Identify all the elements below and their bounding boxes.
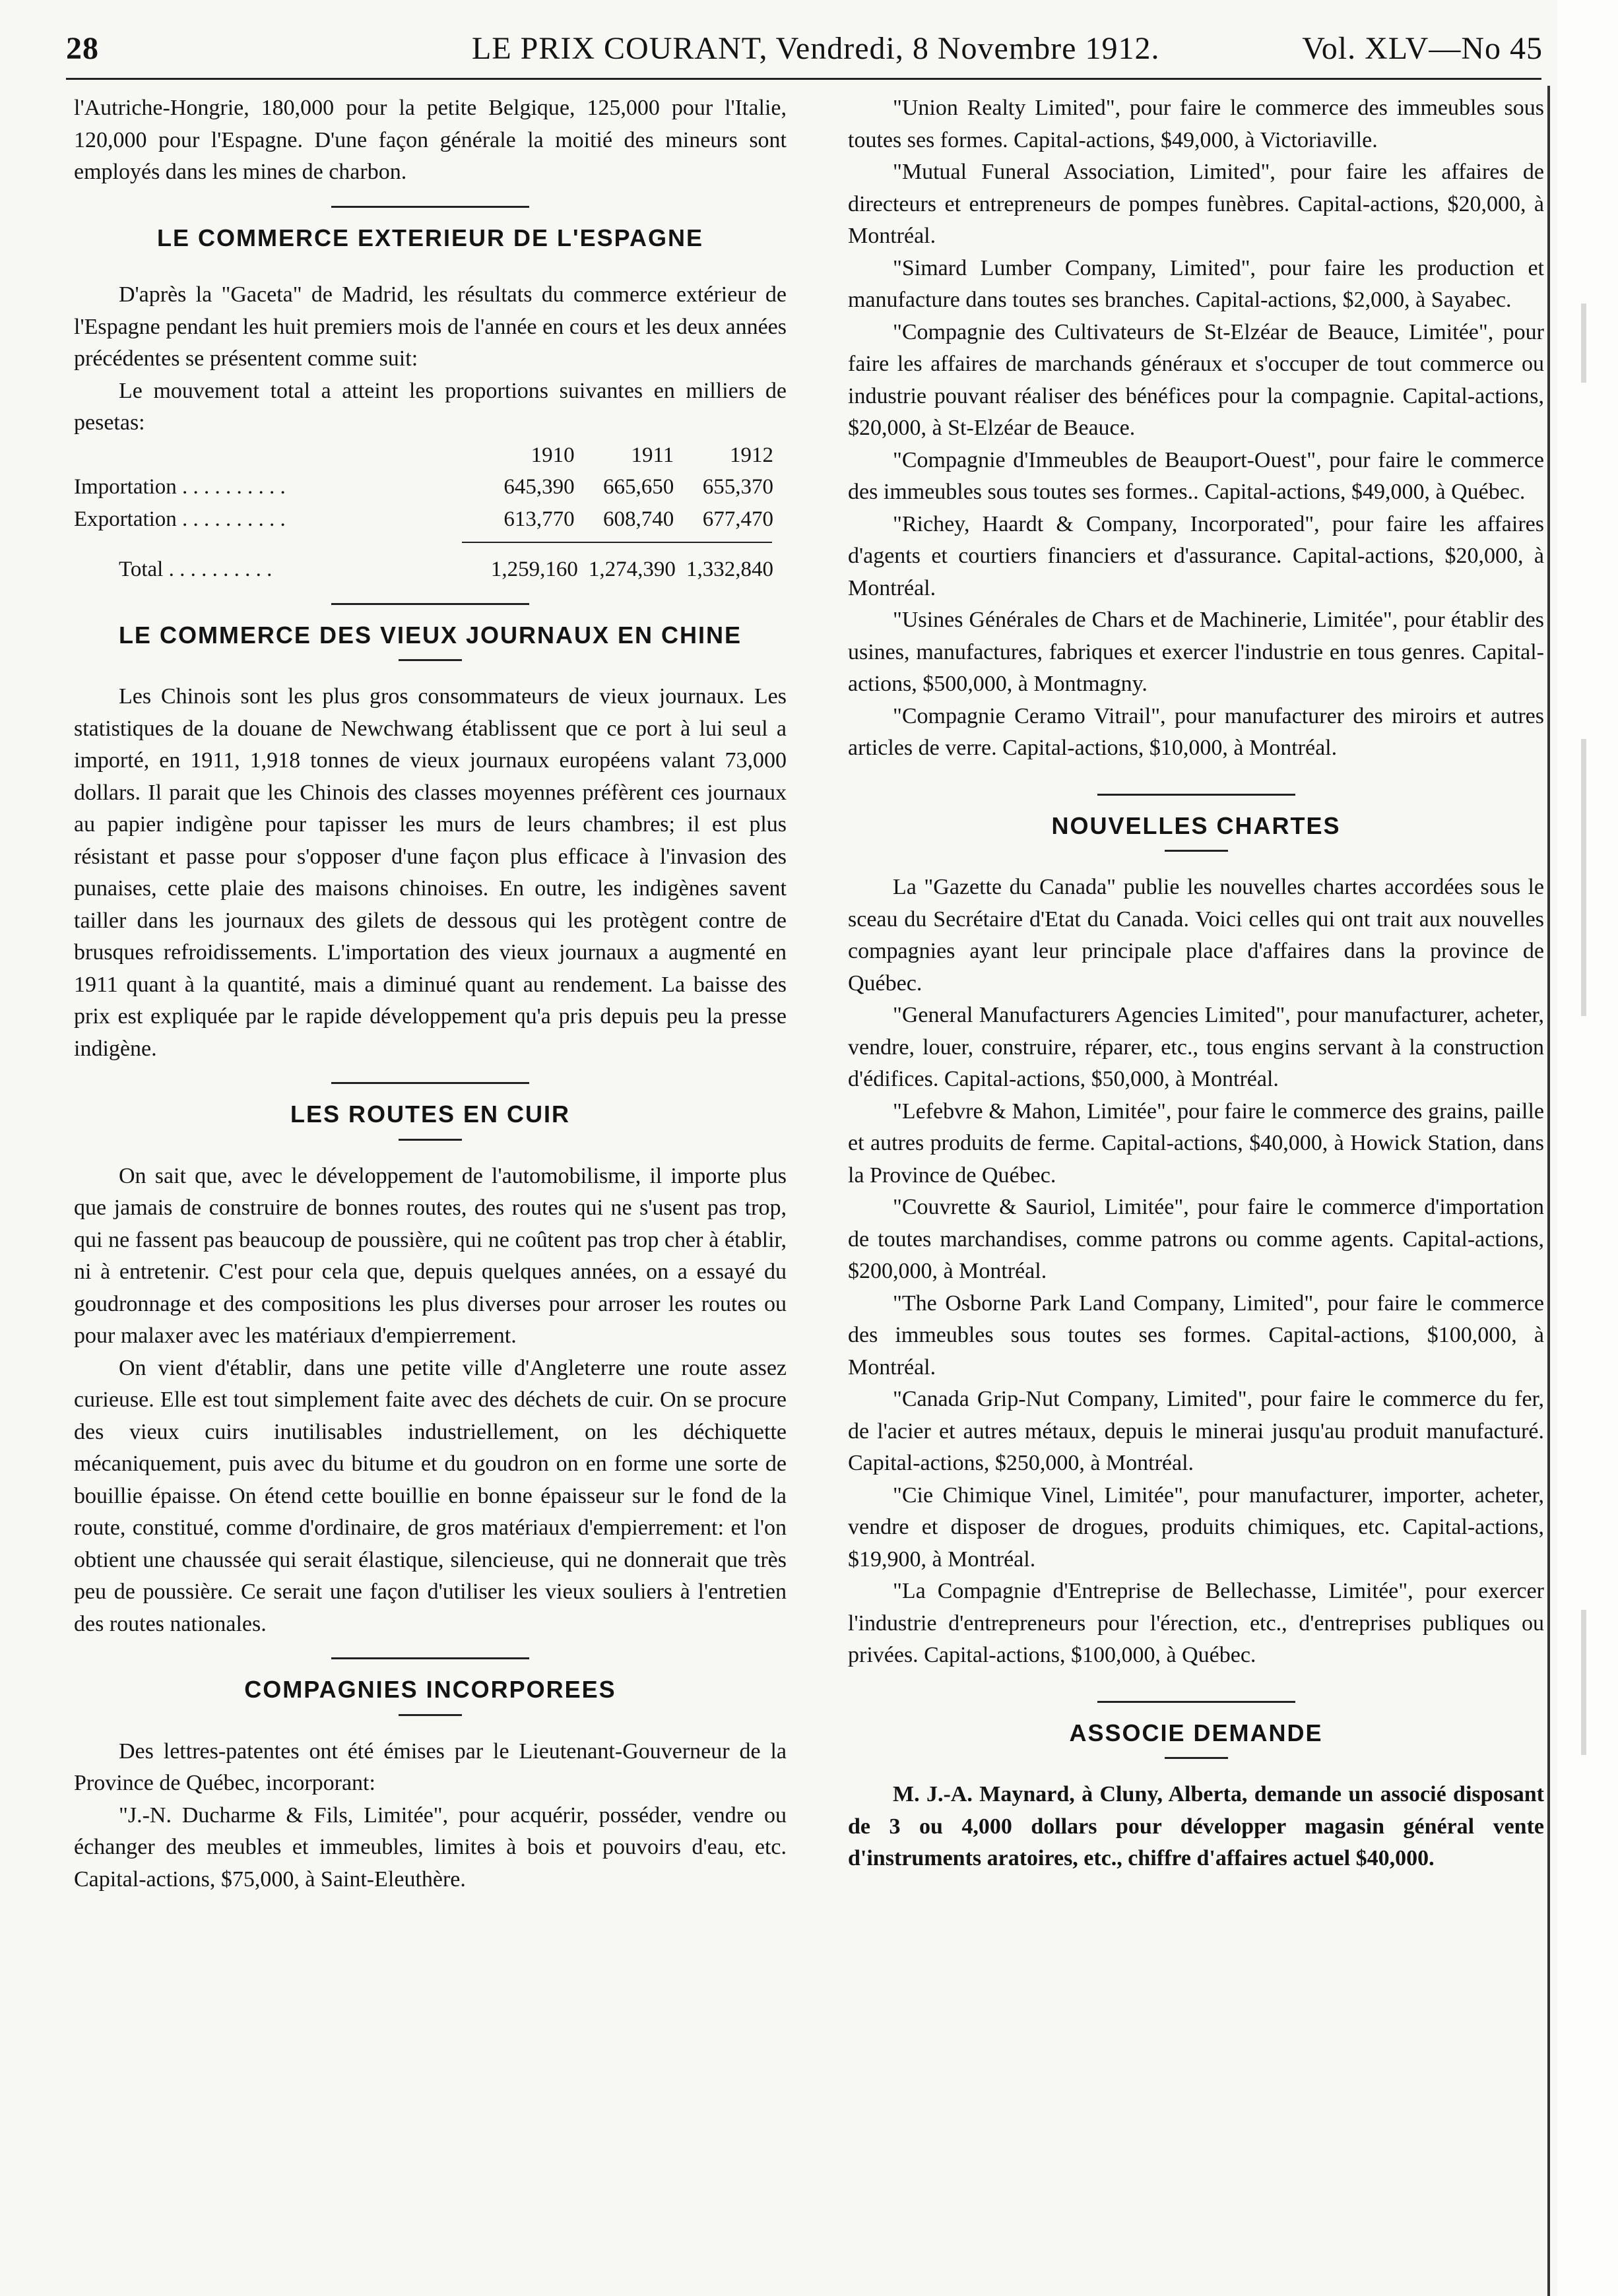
section-divider bbox=[1097, 1701, 1295, 1703]
cell-value: 1,259,160 bbox=[490, 558, 578, 581]
section-divider bbox=[331, 1082, 529, 1084]
trade-table bbox=[74, 439, 773, 536]
company-entry: "Compagnie Ceramo Vitrail", pour manufacturer des miroirs et autres articles de verre. Capital-actions, $10,000, à Montréal. bbox=[848, 703, 1544, 760]
company-entry: "Compagnie d'Immeubles de Beauport-Ouest", pour faire le commerce des immeubles sous toutes ses formes.. Capital-actions, $49,000, à Québec. bbox=[848, 447, 1544, 504]
facing-page-bleed bbox=[1557, 0, 1618, 2296]
section-heading-china: LE COMMERCE DES VIEUX JOURNAUX EN CHINE bbox=[118, 621, 742, 649]
company-entry: "Union Realty Limited", pour faire le commerce des immeubles sous toutes ses formes. Capital-actions, $49,000, à Victoriaville. bbox=[848, 96, 1544, 152]
charter-entry: "Cie Chimique Vinel, Limitée", pour manufacturer, importer, acheter, vendre et disposer de drogues, produits chimiques, etc. Capital-actions, $19,900, à Montréal. bbox=[848, 1483, 1544, 1572]
charter-entry: "General Manufacturers Agencies Limited", pour manufacturer, acheter, vendre, louer, construire, réparer, etc., tous engins servant à la construction d'édifices. Capital-actions, $50,000, à Montréal. bbox=[848, 1003, 1544, 1091]
page-edge-rule bbox=[1547, 86, 1550, 2296]
total-rule bbox=[462, 542, 772, 543]
cell-value: 665,650 bbox=[603, 475, 674, 499]
intro-paragraph: l'Autriche-Hongrie, 180,000 pour la petite Belgique, 125,000 pour l'Italie, 120,000 pour l'Espagne. D'une façon générale la moitié des mineurs sont employés dans les mines de charbon. bbox=[74, 96, 787, 184]
heading-underline bbox=[399, 1139, 462, 1141]
charter-entry: "Canada Grip-Nut Company, Limited", pour faire le commerce du fer, de l'acier et autres métaux, depuis le minerai jusqu'au produit manufacturé. Capital-actions, $250,000, à Montréal. bbox=[848, 1387, 1544, 1475]
row-label-total: Total . . . . . . . . . . bbox=[119, 558, 273, 581]
trade-table-years bbox=[74, 439, 773, 472]
page-header bbox=[66, 18, 1543, 91]
china-paragraph: Les Chinois sont les plus gros consommateurs de vieux journaux. Les statistiques de la douane de Newchwang établissent que ce port à lui seul a importé, en 1911, 1,918 tonnes de vieux journaux européens valant 73,000 dollars. Il parait que les Chinois des classes moyennes préfèrent ces journaux au papier indigène pour tapisser les murs de leurs chambres; il est plus résistant et passe pour s'opposer d'une façon plus efficace à l'invasion des punaises, cette plaie des maisons chinoises. En outre, les indigènes savent tailler dans les journaux des gilets de dessous qui les protègent contre de brusques refroidissements. L'importation des vieux journaux a augmenté en 1911 quant à la quantité, mais a diminué quant au rendement. La baisse des prix est expliquée par le rapide développement qu'a pris depuis peu la presse indigène. bbox=[74, 684, 787, 1061]
heading-underline bbox=[1165, 1757, 1228, 1759]
cell-value: 645,390 bbox=[503, 475, 575, 499]
section-heading-spain: LE COMMERCE EXTERIEUR DE L'ESPAGNE bbox=[157, 224, 703, 251]
table-row bbox=[74, 503, 773, 536]
year-1911: 1911 bbox=[631, 443, 674, 467]
section-heading-routes: LES ROUTES EN CUIR bbox=[290, 1100, 571, 1128]
company-entry: "Richey, Haardt & Company, Incorporated", pour faire les affaires d'agents et courtiers financiers et d'assurance. Capital-actions, $20,000, à Montréal. bbox=[848, 511, 1544, 600]
routes-paragraph-2: On vient d'établir, dans une petite ville d'Angleterre une route assez curieuse. Elle est tout simplement faite avec des déchets de cuir. On se procure des vieux cuirs inutilisables industriellement, on les déchiquette mécaniquement, puis avec du bitume et du goudron on en forme une sorte de bouillie épaisse. On étend cette bouillie en bonne épaisseur sur le fond de la route, constitué, comme d'ordinaire, de gros matériaux d'empierrement: et l'on obtient une chaussée qui serait élastique, silencieuse, qui ne donnerait que très peu de poussière. Ce serait une façon d'utiliser les vieux souliers à l'entretien des routes nationales. bbox=[74, 1355, 787, 1636]
page-number: 28 bbox=[66, 31, 99, 66]
compagnies-paragraph-2: "J.-N. Ducharme & Fils, Limitée", pour acquérir, posséder, vendre ou échanger des meubles et immeubles, limites à bois et pouvoirs d'eau, etc. Capital-actions, $75,000, à Saint-Eleuthère. bbox=[74, 1802, 787, 1892]
cell-value: 613,770 bbox=[503, 507, 575, 531]
charter-entry: "The Osborne Park Land Company, Limited", pour faire le commerce des immeubles sous toutes ses formes. Capital-actions, $100,000, à Montréal. bbox=[848, 1291, 1544, 1380]
routes-paragraph-1: On sait que, avec le développement de l'automobilisme, il importe plus que jamais de construire de bonnes routes, des routes qui ne s'usent pas trop, qui ne fassent pas beaucoup de poussière, qui ne coûtent pas trop cher à établir, ni à entretenir. C'est pour cela que, depuis quelques années, on a essayé du goudronnage et des compositions les plus diverses pour arroser les routes ou pour malaxer avec les matériaux d'empierrement. bbox=[74, 1163, 787, 1348]
company-entry: "Mutual Funeral Association, Limited", pour faire les affaires de directeurs et entrepreneurs de pompes funèbres. Capital-actions, $20,000, à Montréal. bbox=[848, 160, 1544, 248]
row-label: Exportation . . . . . . . . . . bbox=[74, 507, 286, 531]
section-heading-associe: ASSOCIE DEMANDE bbox=[1069, 1719, 1323, 1746]
compagnies-paragraph-1: Des lettres-patentes ont été émises par le Lieutenant-Gouverneur de la Province de Québec, incorporant: bbox=[74, 1738, 787, 1795]
charter-entry: "Couvrette & Sauriol, Limitée", pour faire le commerce d'importation de toutes marchandises, comme patrons ou comme agents. Capital-actions, $200,000, à Montréal. bbox=[848, 1195, 1544, 1283]
company-entry: "Usines Générales de Chars et de Machinerie, Limitée", pour établir des usines, manufactures, fabriques et exercer l'industrie en tous genres. Capital-actions, $500,000, à Montmagny. bbox=[848, 608, 1544, 696]
cell-value: 677,470 bbox=[702, 507, 773, 531]
company-entry: "Compagnie des Cultivateurs de St-Elzéar de Beauce, Limitée", pour faire les affaires de marchands généraux et s'occuper de tout commerce ou industrie pouvant réaliser des bénéfices pour la compagnie. Capital-actions, $20,000, à St-Elzéar de Beauce. bbox=[848, 319, 1544, 440]
table-row bbox=[74, 471, 773, 503]
heading-underline bbox=[1165, 850, 1228, 852]
right-column bbox=[848, 92, 1544, 1875]
header-rule bbox=[66, 78, 1541, 80]
associe-paragraph: M. J.-A. Maynard, à Cluny, Alberta, demande un associé disposant de 3 ou 4,000 dollars pour développer magasin général vente d'instruments aratoires, etc., chiffre d'affaires actuel $40,000. bbox=[848, 1782, 1544, 1870]
volume-number: Vol. XLV—No 45 bbox=[1302, 31, 1543, 66]
section-divider bbox=[331, 206, 529, 208]
table-row-total bbox=[74, 554, 773, 586]
spain-paragraph-1: D'après la "Gaceta" de Madrid, les résultats du commerce extérieur de l'Espagne pendant les huit premiers mois de l'année en cours et les deux années précédentes se présentent comme suit: bbox=[74, 282, 787, 371]
charter-entry: "Lefebvre & Mahon, Limitée", pour faire le commerce des grains, paille et autres produits de ferme. Capital-actions, $40,000, à Howick Station, dans la Province de Québec. bbox=[848, 1099, 1544, 1188]
newspaper-title: LE PRIX COURANT, Vendredi, 8 Novembre 1912. bbox=[472, 31, 1160, 66]
left-column bbox=[74, 92, 787, 1896]
row-label: Importation . . . . . . . . . . bbox=[74, 475, 286, 499]
heading-underline bbox=[399, 1714, 462, 1716]
company-entry: "Simard Lumber Company, Limited", pour faire les production et manufacture dans toutes ses branches. Capital-actions, $2,000, à Sayabec. bbox=[848, 255, 1544, 312]
section-divider bbox=[331, 1657, 529, 1659]
cell-value: 1,274,390 bbox=[588, 558, 676, 581]
year-1910: 1910 bbox=[531, 443, 575, 467]
ghost-text bbox=[1581, 303, 1586, 383]
trade-total-table bbox=[74, 554, 773, 586]
section-divider bbox=[1097, 794, 1295, 796]
heading-underline bbox=[399, 659, 462, 661]
cell-value: 655,370 bbox=[702, 475, 773, 499]
section-divider bbox=[331, 603, 529, 605]
section-heading-compagnies: COMPAGNIES INCORPOREES bbox=[244, 1676, 616, 1703]
spain-paragraph-2: Le mouvement total a atteint les proportions suivantes en milliers de pesetas: bbox=[74, 378, 787, 435]
charter-entry: "La Compagnie d'Entreprise de Bellechasse, Limitée", pour exercer l'industrie d'entrepreneurs pour l'érection, etc., d'entreprises publiques ou privées. Capital-actions, $100,000, à Québec. bbox=[848, 1579, 1544, 1667]
cell-value: 608,740 bbox=[603, 507, 674, 531]
ghost-text bbox=[1581, 739, 1586, 1016]
cell-value: 1,332,840 bbox=[686, 558, 773, 581]
year-1912: 1912 bbox=[730, 443, 773, 467]
section-heading-chartes: NOUVELLES CHARTES bbox=[1051, 812, 1341, 839]
ghost-text bbox=[1581, 1610, 1586, 1755]
chartes-intro: La "Gazette du Canada" publie les nouvelles chartes accordées sous le sceau du Secrétaire d'Etat du Canada. Voici celles qui ont trait aux nouvelles compagnies ayant leur principale place d'affaires dans la province de Québec. bbox=[848, 875, 1544, 996]
